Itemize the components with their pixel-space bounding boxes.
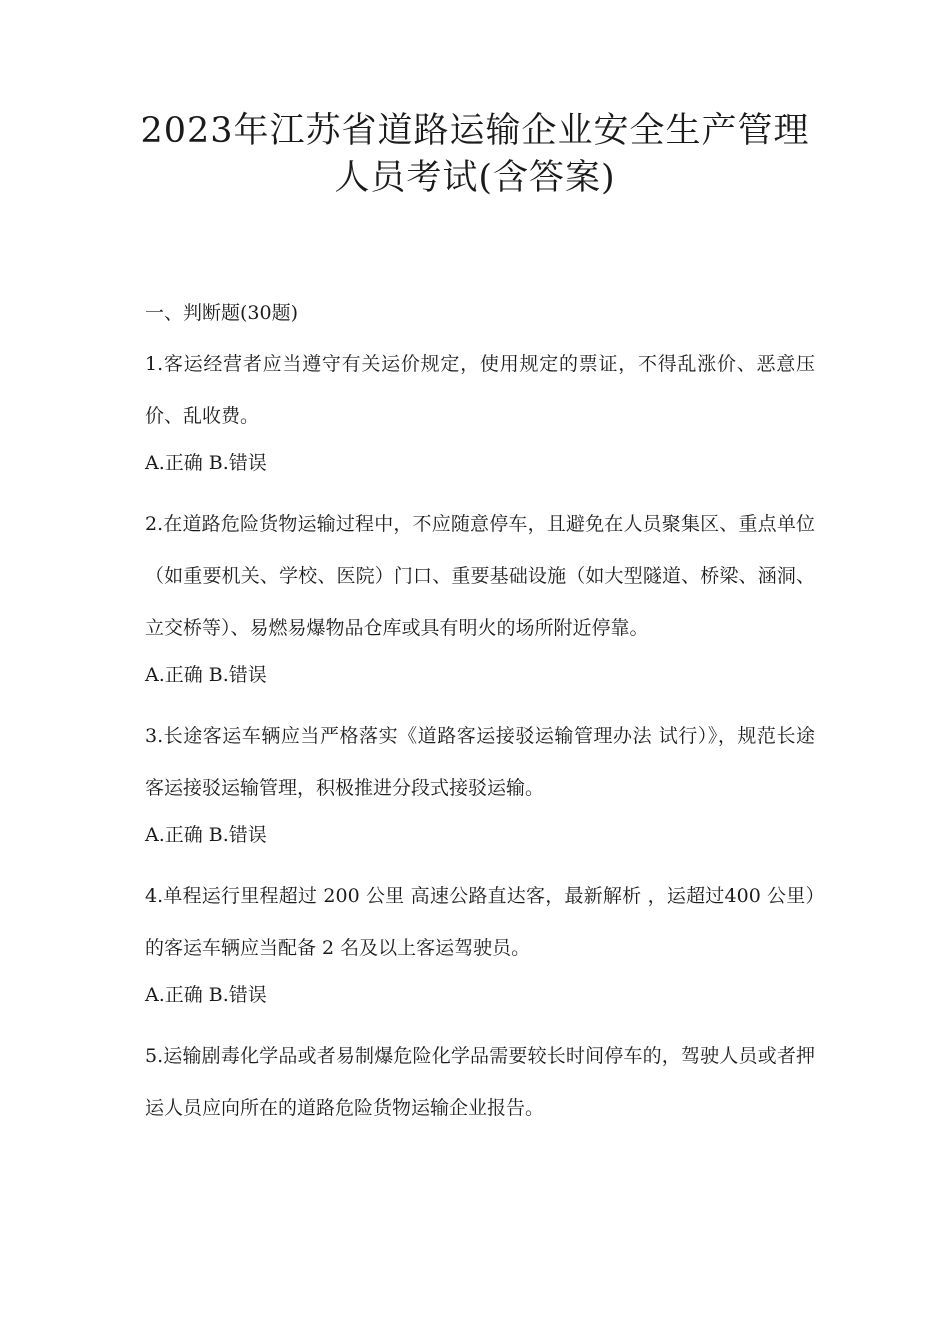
question-options: A.正确 B.错误 xyxy=(145,824,267,846)
document-title-line-2: 人员考试(含答案) xyxy=(334,158,616,198)
question-options: A.正确 B.错误 xyxy=(145,984,267,1006)
question-5 xyxy=(145,1030,815,1134)
question-3 xyxy=(145,710,815,848)
document-body xyxy=(145,300,815,1156)
document-title-line-1: 2023年江苏省道路运输企业安全生产管理 xyxy=(140,111,810,151)
question-1 xyxy=(145,338,815,476)
question-options: A.正确 B.错误 xyxy=(145,664,267,686)
question-text: 5.运输剧毒化学品或者易制爆危险化学品需要较长时间停车的，驾驶人员或者押运人员应向所在的道路危险货物运输企业报告。 xyxy=(145,1045,815,1119)
question-text: 1.客运经营者应当遵守有关运价规定，使用规定的票证，不得乱涨价、恶意压价、乱收费。 xyxy=(145,353,815,427)
question-text: 3.长途客运车辆应当严格落实《道路客运接驳运输管理办法 试行）》，规范长途客运接驳运输管理，积极推进分段式接驳运输。 xyxy=(145,725,815,799)
question-text: 4.单程运行里程超过 200 公里 高速公路直达客，最新解析 ，运超过400 公里）的客运车辆应当配备 2 名及以上客运驾驶员。 xyxy=(145,885,815,959)
question-options: A.正确 B.错误 xyxy=(145,452,267,474)
question-2 xyxy=(145,498,815,688)
section-heading: 一、判断题(30题) xyxy=(145,302,299,324)
question-4 xyxy=(145,870,815,1008)
question-text: 2.在道路危险货物运输过程中，不应随意停车，且避免在人员聚集区、重点单位（如重要机关、学校、医院）门口、重要基础设施（如大型隧道、桥梁、涵洞、立交桥等）、易燃易爆物品仓库或具有明火的场所附近停靠。 xyxy=(145,513,815,639)
